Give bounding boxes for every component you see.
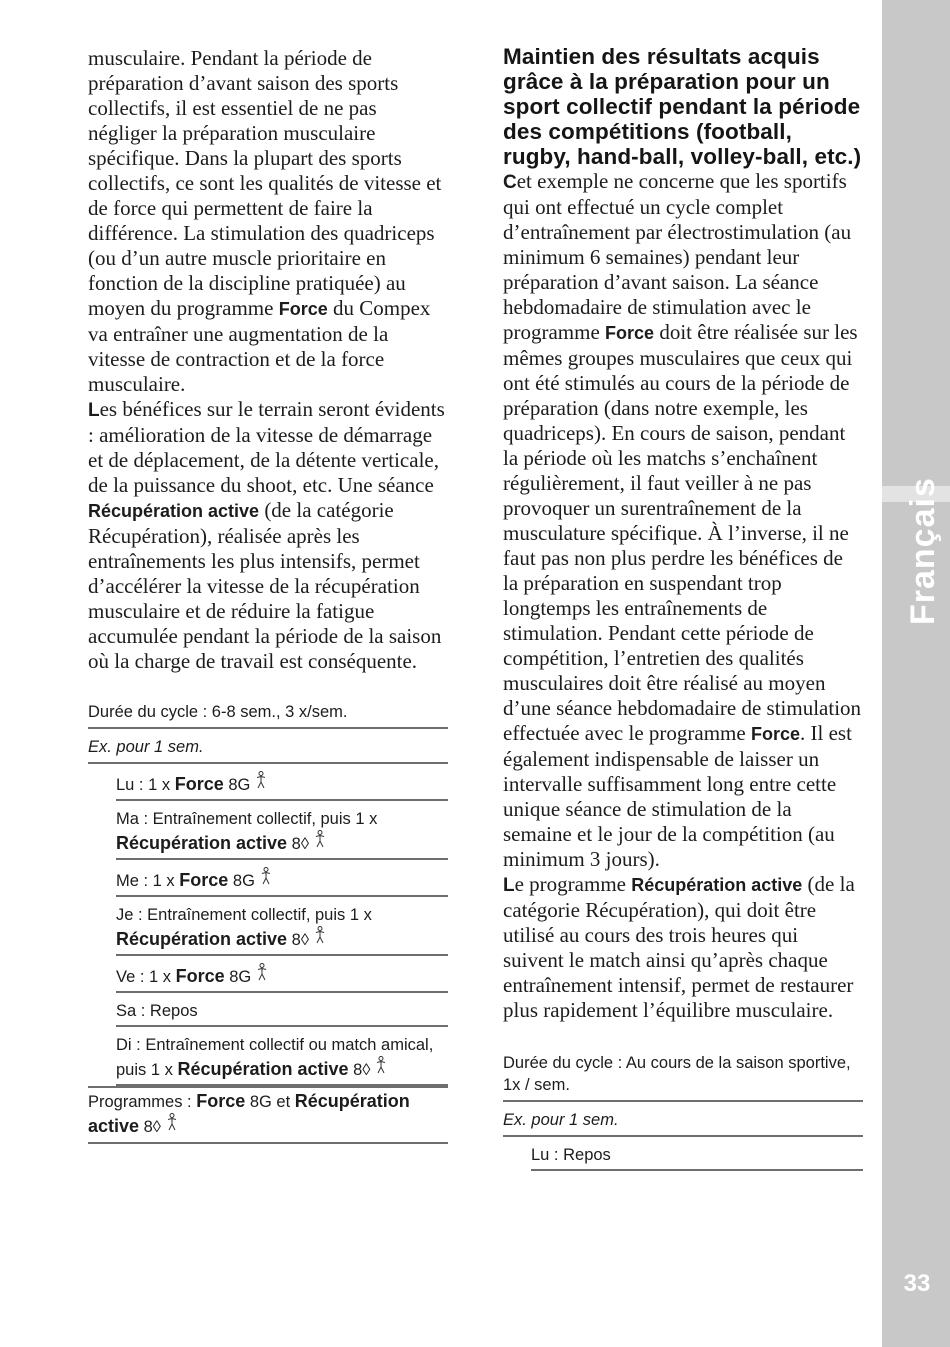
program-name-force: Force — [278, 299, 328, 319]
section-heading: Maintien des résultats acquis grâce à la préparation pour un sport collectif pendant la période des compétitions (football, rugby, hand-ball, volley-ball, etc.) — [503, 44, 862, 169]
human-figure-icon — [314, 926, 326, 950]
human-figure-icon — [256, 963, 268, 987]
example-week-label: Ex. pour 1 sem. — [88, 729, 448, 764]
right-column — [503, 44, 863, 1171]
program-name-recuperation: Récupération active — [631, 875, 803, 895]
left-column — [88, 46, 448, 1144]
human-figure-icon — [255, 771, 267, 795]
right-training-plan — [503, 1045, 863, 1171]
drop-cap: L — [88, 400, 100, 421]
human-figure-icon — [314, 830, 326, 854]
day-row: Di : Entraînement collectif ou match amical, puis 1 x Récupération active 8◊ — [116, 1027, 448, 1086]
cycle-duration: Durée du cycle : 6-8 sem., 3 x/sem. — [88, 694, 448, 729]
day-row: Lu : Repos — [531, 1137, 863, 1171]
left-body-text — [88, 46, 448, 674]
day-row: Ma : Entraînement collectif, puis 1 x Récupération active 8◊ — [116, 801, 448, 860]
program-name-force: Force — [750, 724, 800, 744]
language-label: Français — [904, 477, 942, 625]
day-row: Ve : 1 x Force 8G — [116, 956, 448, 993]
right-paragraph-1: Cet exemple ne concerne que les sportifs qui ont effectué un cycle complet d’entraînement par électrostimulation (au minimum 6 semaines) pendant leur préparation d’avant saison. La séance hebdomadaire de stimulation avec le programme Force doit être réalisée sur les mêmes groupes musculaires que ceux qui ont été stimulés au cours de la période de préparation (dans notre exemple, les quadriceps). En cours de saison, pendant la période où les matchs s’enchaînent régulièrement, il faut veiller à ne pas provoquer un surentraînement de la musculature spécifique. À l’inverse, il ne faut pas non plus perdre les bénéfices de la préparation en suspendant trop longtemps les entraînements de stimulation. Pendant cette période de compétition, l’entretien des qualités musculaires doit être réalisé au moyen d’une séance hebdomadaire de stimulation effectuée avec le programme Force. Il est également indispensable de laisser un intervalle suffisamment long entre cette unique séance de stimulation de la semaine et le jour de la compétition (au minimum 3 jours). — [503, 169, 862, 871]
day-row: Me : 1 x Force 8G — [116, 860, 448, 897]
drop-cap: C — [503, 172, 517, 193]
cycle-duration: Durée du cycle : Au cours de la saison sportive, 1x / sem. — [503, 1045, 863, 1102]
right-paragraph-2: Le programme Récupération active (de la catégorie Récupération), qui doit être utilisé au cours des trois heures qui suivent le match ainsi qu’après chaque entraînement intensif, permet de restaurer plus rapidement l’équilibre musculaire. — [503, 872, 855, 1022]
program-name-force: Force — [605, 323, 655, 343]
drop-cap: L — [503, 875, 515, 896]
human-figure-icon — [260, 867, 272, 891]
program-name-recuperation: Récupération active — [88, 501, 260, 521]
day-row: Sa : Repos — [116, 993, 448, 1027]
day-list — [88, 764, 448, 1086]
left-paragraph-1: musculaire. Pendant la période de préparation d’avant saison des sports collectifs, il est essentiel de ne pas négliger la préparation musculaire spécifique. Dans la plupart des sports collectifs, ce sont les qualités de vitesse et de force qui permettent de faire la différence. La stimulation des quadriceps (ou d’un autre muscle prioritaire en fonction de la discipline pratiquée) au moyen du programme Force du Compex va entraîner une augmentation de la vitesse de contraction et de la force musculaire. — [88, 46, 442, 396]
right-body-text — [503, 169, 863, 1023]
human-figure-icon — [375, 1056, 387, 1080]
language-sidebar — [882, 0, 950, 1347]
page-number: 33 — [903, 1270, 931, 1297]
left-training-plan — [88, 694, 448, 1144]
day-row: Lu : 1 x Force 8G — [116, 764, 448, 801]
day-row: Je : Entraînement collectif, puis 1 x Récupération active 8◊ — [116, 897, 448, 956]
human-figure-icon — [166, 1113, 178, 1137]
example-week-label: Ex. pour 1 sem. — [503, 1102, 863, 1137]
left-paragraph-2: Les bénéfices sur le terrain seront évidents : amélioration de la vitesse de démarrage et de déplacement, de la détente verticale, de la puissance du shoot, etc. Une séance Récupération active (de la catégorie Récupération), réalisée après les entraînements les plus intensifs, permet d’accélérer la vitesse de la récupération musculaire et de réduire la fatigue accumulée pendant la période de la saison où la charge de travail est conséquente. — [88, 397, 445, 673]
programmes-summary: Programmes : Force 8G et Récupération active 8◊ — [88, 1086, 448, 1144]
